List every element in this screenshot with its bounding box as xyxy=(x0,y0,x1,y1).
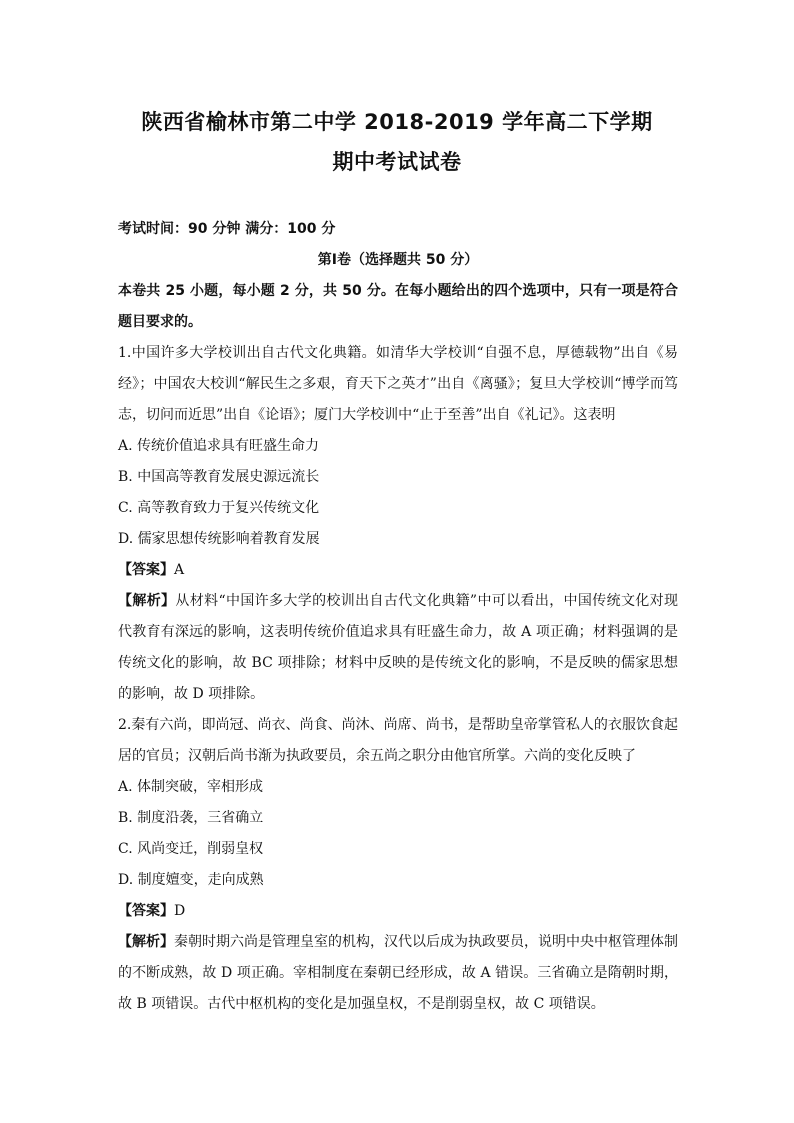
answer-label: 【答案】 xyxy=(118,903,174,919)
analysis-line xyxy=(118,586,678,710)
option-a: A. 传统价值追求具有旺盛生命力 xyxy=(118,438,320,454)
answer-label: 【答案】 xyxy=(118,562,174,578)
analysis-label: 【解析】 xyxy=(118,934,174,950)
option-a: A. 体制突破，宰相形成 xyxy=(118,779,264,795)
option-b: B. 制度沿袭，三省确立 xyxy=(118,810,264,826)
answer-line xyxy=(118,555,678,586)
analysis-text: 从材料“中国许多大学的校训出自古代文化典籍”中可以看出，中国传统文化对现代教育有深远的影响，这表明传统价值追求具有旺盛生命力，故 A 项正确；材料强调的是传统文化的影响，故 BC 项排除；材料中反映的是传统文化的影响，不是反映的儒家思想的影响，故 D 项排除。 xyxy=(118,593,679,702)
section-title: 第Ⅰ卷（选择题共 50 分） xyxy=(317,252,479,268)
question-stem: 1.中国许多大学校训出自古代文化典籍。如清华大学校训“自强不息，厚德载物”出自《易经》；中国农大校训“解民生之多艰，育天下之英才”出自《离骚》；复旦大学校训“博学而笃志，切问而近思”出自《论语》；厦门大学校训中“止于至善”出自《礼记》。这表明 xyxy=(118,345,678,423)
question-2 xyxy=(118,710,678,1020)
exam-info: 考试时间：90 分钟 满分：100 分 xyxy=(118,221,336,237)
answer-line xyxy=(118,896,678,927)
question-1 xyxy=(118,338,678,710)
option-c: C. 风尚变迁，削弱皇权 xyxy=(118,841,264,857)
analysis-text: 秦朝时期六尚是管理皇室的机构，汉代以后成为执政要员，说明中央中枢管理体制的不断成熟，故 D 项正确。宰相制度在秦朝已经形成，故 A 错误。三省确立是隋朝时期，故 B 项错误。古代中枢机构的变化是加强皇权，不是削弱皇权，故 C 项错误。 xyxy=(118,934,678,1012)
exam-body xyxy=(118,214,678,1020)
option-d: D. 制度嬗变，走向成熟 xyxy=(118,872,264,888)
option-b: B. 中国高等教育发展史源远流长 xyxy=(118,469,320,485)
question-stem: 2.秦有六尚，即尚冠、尚衣、尚食、尚沐、尚席、尚书，是帮助皇帝掌管私人的衣服饮食起居的官员；汉朝后尚书渐为执政要员，余五尚之职分由他官所掌。六尚的变化反映了 xyxy=(118,717,678,764)
option-d: D. 儒家思想传统影响着教育发展 xyxy=(118,531,320,547)
answer-value: D xyxy=(174,903,186,919)
page-title: 陕西省榆林市第二中学 2018-2019 学年高二下学期 xyxy=(141,110,653,134)
analysis-label: 【解析】 xyxy=(118,593,176,609)
option-c: C. 高等教育致力于复兴传统文化 xyxy=(118,500,320,516)
analysis-line xyxy=(118,927,678,1020)
answer-value: A xyxy=(174,562,185,578)
instructions: 本卷共 25 小题，每小题 2 分，共 50 分。在每小题给出的四个选项中，只有一项是符合题目要求的。 xyxy=(118,283,678,330)
page-subtitle: 期中考试试卷 xyxy=(332,150,462,174)
